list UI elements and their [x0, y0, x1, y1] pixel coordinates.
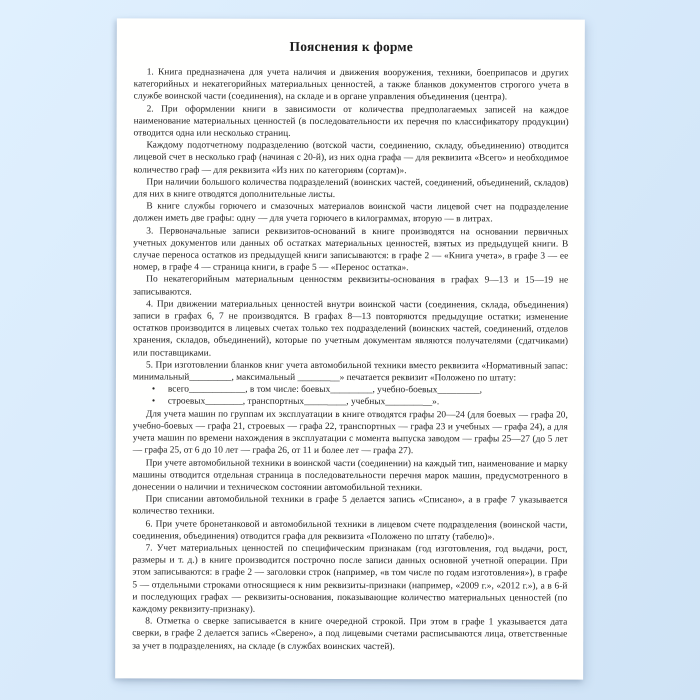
- paragraph: 3. Первоначальные записи реквизитов-оснований в книге производятся на основании первичных учетных документов или данных об остатках материальных ценностей, взятых из предыдущей книги. В случае переноса остатков из предыдущей книги записываются: в графе 2 — «Книга учета», в графе 3 — ее номер, в графе 4 — страница книги, в графе 5 — «Перенос остатка».: [133, 226, 569, 274]
- paragraph: 4. При движении материальных ценностей внутри воинской части (соединения, склада, объединения) записи в графах 6, 7 не производятся. В графах 8—13 повторяются предыдущие остатки; изменение остатков производится в лицевых счетах только тех подразделений (воинских частей, соединений, отделов хранения, складов, объединений), которые по учетным документам являются получателями (сдатчиками) или поставщиками.: [132, 299, 569, 359]
- paragraph: 2. При оформлении книги в зависимости от количества предполагаемых записей на каждое наименование материальных ценностей (в последовательности их перечня по классификатору продукции) отводится одна или несколько страниц.: [133, 104, 569, 139]
- paragraph: В книге службы горючего и смазочных материалов воинской части лицевой счет на подразделение должен иметь две графы: одну — для учета горючего в килограммах, вторую — в литрах.: [133, 201, 569, 225]
- paragraph: Каждому подотчетному подразделению (вотской части, соединению, складу, объединению) отводится лицевой счет в несколько граф (начиная с 20-й), из них одна графа — для реквизита «Всего» и необходимое количество граф — для реквизита «Из них по категориям (сортам)».: [133, 140, 569, 176]
- bullet-item: • всего____________, в том числе: боевых_________, учебно-боевых_________,: [133, 384, 568, 397]
- paragraph: 7. Учет материальных ценностей по специфическим признакам (год изготовления, год выдачи, рост, размеры и т. д.) в книге производится построчно после записи данных основной учетной операции. При этом записываются: в графе 2 — заголовки строк (например, «в том числе по годам изготовления»), в графе 5 — отдельными строками относящиеся к ним реквизиты-признаки (например, «2009 г.», «2012 г.»), а в 6-й и последующих графах — реквизиты-основания, показывающие количество материальных ценностей (по каждому реквизиту-признаку).: [132, 543, 568, 615]
- paragraph: 5. При изготовлении бланков книг учета автомобильной техники вместо реквизита «Нормативный запас: минимальный_________, максимальный _________» печатается реквизит «Положено по штату:: [132, 360, 568, 384]
- paragraph: При наличии большого количества подразделений (воинских частей, соединений, объединений, складов) для них в книге отводятся дополнительные листы.: [133, 177, 569, 200]
- paragraph: При списании автомобильной техники в графе 5 делается запись «Списано», а в графе 7 указывается количество техники.: [132, 494, 568, 517]
- paragraph: По некатегорийным материальным ценностям реквизиты-основания в графах 9—13 и 15—19 не записываются.: [133, 274, 569, 298]
- paragraph: При учете автомобильной техники в воинской части (соединении) на каждый тип, наименование и марку машины отводится отдельная страница в последовательности перечня марок машин, предусмотренного в донесении о наличии и техническом состоянии автомобильной техники.: [132, 457, 568, 494]
- paragraph: 1. Книга предназначена для учета наличия и движения вооружения, техники, боеприпасов и других категорийных и некатегорийных материальных ценностей, а также бланков документов строгого учета в службе воинской части (соединения), на складе и в органе управления объединения (центра).: [133, 67, 569, 103]
- document-body: [132, 66, 569, 653]
- paragraph: Для учета машин по группам их эксплуатации в книге отводятся графы 20—24 (для боевых — графа 20, учебно-боевых — графа 21, строевых — графа 22, транспортных — графа 23 и учебных — графа 24), а для учета машин по времени нахождения в эксплуатации с момента выпуска заводом — графы 25—27 (до 5 лет — графа 25, от 6 до 10 лет — графа 26, от 11 и более лет — графа 27).: [132, 409, 568, 457]
- bullet-item: • строевых________, транспортных_________, учебных__________».: [133, 396, 568, 409]
- document-title: Пояснения к форме: [289, 38, 414, 55]
- paragraph: 6. При учете бронетанковой и автомобильной техники в лицевом счете подразделения (воинской части, соединения, объединения) отводится графа для реквизита «Положено по штату (табелю)».: [132, 518, 568, 543]
- document-page: [115, 18, 585, 679]
- paragraph: 8. Отметка о сверке записывается в книге очередной строкой. При этом в графе 1 указывается дата сверки, в графе 2 делается запись «Сверено», а под лицевыми счетами расписываются лица, ответственные за учет в подразделениях, на складе (в службах воинских частей).: [132, 616, 568, 652]
